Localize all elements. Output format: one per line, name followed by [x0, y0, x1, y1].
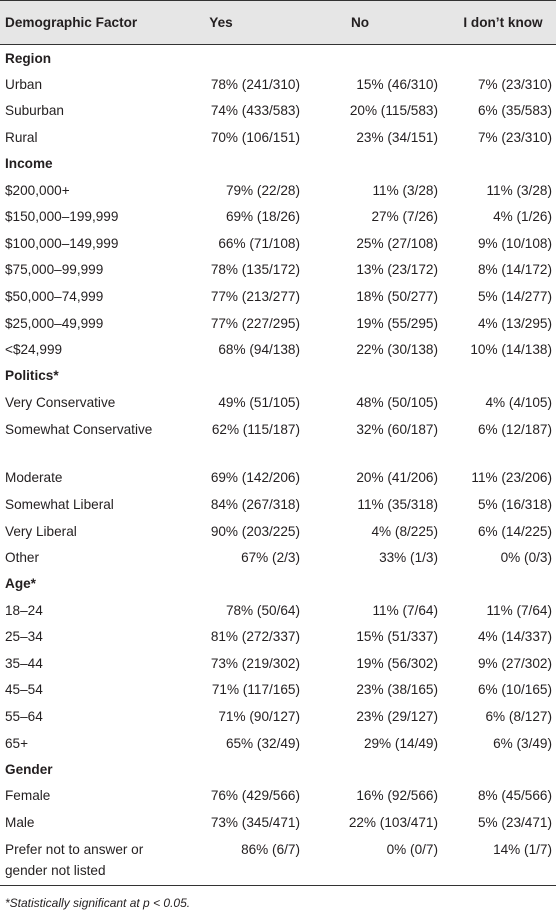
cell-factor: Other	[5, 550, 39, 566]
table-row	[0, 310, 556, 337]
cell-yes: 77% (213/277)	[210, 288, 300, 304]
table-row	[0, 98, 556, 125]
cell-dont-know: 14% (1/7)	[493, 841, 552, 857]
cell-yes: 74% (433/583)	[210, 103, 300, 119]
cell-factor: Prefer not to answer or gender not listed	[5, 841, 144, 878]
cell-yes: 65% (32/49)	[225, 735, 300, 751]
cell-no: 19% (56/302)	[356, 655, 438, 671]
cell-yes: 78% (241/310)	[210, 76, 300, 92]
cell-factor: Female	[5, 788, 51, 804]
cell-no: 0% (0/7)	[386, 841, 438, 857]
cell-no: 15% (46/310)	[356, 76, 438, 92]
cell-yes: 49% (51/105)	[218, 394, 300, 410]
cell-yes: 68% (94/138)	[218, 342, 300, 358]
cell-yes: 70% (106/151)	[210, 129, 300, 145]
cell-no: 23% (34/151)	[356, 129, 438, 145]
cell-dont-know: 8% (14/172)	[477, 262, 552, 278]
cell-factor: Male	[5, 814, 35, 830]
cell-no: 22% (103/471)	[348, 814, 438, 830]
cell-factor: Somewhat Conservative	[5, 421, 153, 437]
table-row	[0, 518, 556, 545]
cell-yes: 71% (117/165)	[211, 682, 300, 698]
table-row	[0, 597, 556, 624]
cell-yes: 78% (135/172)	[210, 262, 300, 278]
cell-dont-know: 4% (4/105)	[485, 394, 552, 410]
cell-no: 13% (23/172)	[356, 262, 438, 278]
cell-dont-know: 5% (23/471)	[477, 814, 552, 830]
bottom-rule	[0, 885, 556, 886]
table-row	[0, 465, 556, 492]
cell-yes: 73% (219/302)	[210, 655, 300, 671]
cell-factor: Very Liberal	[5, 523, 77, 539]
table-row	[0, 650, 556, 677]
cell-no: 48% (50/105)	[356, 394, 438, 410]
cell-dont-know: 6% (3/49)	[493, 735, 552, 751]
section-heading	[0, 45, 556, 71]
section-heading	[0, 756, 556, 782]
table-row	[0, 230, 556, 257]
cell-factor: $50,000–74,999	[5, 288, 104, 304]
table-row	[0, 703, 556, 730]
cell-yes: 90% (203/225)	[210, 523, 300, 539]
section-title: Region	[5, 50, 52, 66]
cell-no: 11% (35/318)	[357, 496, 438, 512]
cell-factor: Somewhat Liberal	[5, 496, 114, 512]
cell-factor: Very Conservative	[5, 394, 116, 410]
table-row	[0, 177, 556, 204]
table-row	[0, 336, 556, 363]
cell-no: 16% (92/566)	[356, 788, 438, 804]
cell-no: 20% (115/583)	[349, 103, 438, 119]
cell-no: 25% (27/108)	[356, 235, 438, 251]
cell-no: 29% (14/49)	[363, 735, 438, 751]
table-row	[0, 836, 556, 885]
section-title: Income	[5, 156, 53, 172]
cell-factor: 25–34	[5, 629, 43, 645]
cell-dont-know: 4% (1/26)	[493, 209, 552, 225]
table-row	[0, 809, 556, 836]
cell-dont-know: 9% (10/108)	[477, 235, 552, 251]
cell-no: 19% (55/295)	[356, 315, 438, 331]
cell-factor: 55–64	[5, 709, 43, 725]
cell-factor: $100,000–149,999	[5, 235, 119, 251]
table-row	[0, 624, 556, 651]
table-row	[0, 71, 556, 98]
section-title: Age*	[5, 576, 36, 592]
cell-factor: 45–54	[5, 682, 43, 698]
cell-dont-know: 5% (14/277)	[477, 288, 552, 304]
table-body	[0, 45, 556, 885]
cell-dont-know: 8% (45/566)	[477, 788, 552, 804]
cell-factor: 65+	[5, 735, 29, 751]
cell-dont-know: 7% (23/310)	[477, 129, 552, 145]
cell-yes: 67% (2/3)	[241, 550, 300, 566]
cell-dont-know: 6% (14/225)	[477, 523, 552, 539]
table-row	[0, 782, 556, 809]
table-row	[0, 283, 556, 310]
cell-yes: 78% (50/64)	[225, 602, 300, 618]
cell-dont-know: 6% (12/187)	[477, 421, 552, 437]
cell-yes: 81% (272/337)	[210, 629, 300, 645]
cell-no: 27% (7/26)	[371, 209, 438, 225]
cell-yes: 77% (227/295)	[210, 315, 300, 331]
cell-factor: Urban	[5, 76, 43, 92]
cell-factor: $75,000–99,999	[5, 262, 104, 278]
cell-yes: 76% (429/566)	[210, 788, 300, 804]
header-dont-know: I don’t know	[463, 15, 543, 30]
table-row	[0, 124, 556, 151]
section-title: Gender	[5, 761, 53, 777]
header-no: No	[350, 15, 370, 30]
section-heading	[0, 571, 556, 597]
cell-dont-know: 11% (3/28)	[486, 182, 552, 198]
cell-no: 33% (1/3)	[379, 550, 438, 566]
cell-dont-know: 9% (27/302)	[477, 655, 552, 671]
table-header	[0, 0, 556, 45]
cell-dont-know: 4% (13/295)	[477, 315, 552, 331]
cell-yes: 79% (22/28)	[225, 182, 300, 198]
cell-dont-know: 11% (7/64)	[486, 602, 552, 618]
cell-yes: 86% (6/7)	[241, 841, 300, 857]
cell-dont-know: 6% (10/165)	[477, 682, 552, 698]
table-row	[0, 203, 556, 230]
cell-no: 18% (50/277)	[356, 288, 438, 304]
cell-factor: $200,000+	[5, 182, 70, 198]
table-row	[0, 389, 556, 416]
cell-no: 15% (51/337)	[356, 629, 438, 645]
cell-factor: Moderate	[5, 470, 63, 486]
cell-dont-know: 0% (0/3)	[500, 550, 552, 566]
cell-factor: <$24,999	[5, 342, 63, 358]
table-row	[0, 730, 556, 757]
cell-dont-know: 6% (35/583)	[477, 103, 552, 119]
cell-dont-know: 10% (14/138)	[470, 342, 552, 358]
footnote: *Statistically significant at p < 0.05.	[5, 895, 191, 910]
cell-dont-know: 4% (14/337)	[477, 629, 552, 645]
section-title: Politics*	[5, 368, 59, 384]
cell-yes: 62% (115/187)	[211, 421, 300, 437]
cell-no: 23% (29/127)	[356, 709, 438, 725]
table-row	[0, 257, 556, 284]
cell-no: 20% (41/206)	[356, 470, 438, 486]
cell-no: 11% (7/64)	[372, 602, 438, 618]
section-heading	[0, 151, 556, 177]
cell-dont-know: 11% (23/206)	[471, 470, 552, 486]
cell-no: 32% (60/187)	[356, 421, 438, 437]
cell-yes: 71% (90/127)	[218, 709, 300, 725]
header-demographic-factor: Demographic Factor	[5, 15, 138, 30]
table-row	[0, 491, 556, 518]
cell-yes: 66% (71/108)	[218, 235, 300, 251]
table-row	[0, 677, 556, 704]
cell-yes: 69% (142/206)	[210, 470, 300, 486]
cell-dont-know: 7% (23/310)	[477, 76, 552, 92]
table-row	[0, 416, 556, 465]
cell-yes: 73% (345/471)	[210, 814, 300, 830]
cell-no: 22% (30/138)	[356, 342, 438, 358]
cell-factor: $25,000–49,999	[5, 315, 104, 331]
cell-factor: $150,000–199,999	[5, 209, 119, 225]
table-row	[0, 544, 556, 571]
cell-yes: 69% (18/26)	[225, 209, 300, 225]
section-heading	[0, 363, 556, 389]
cell-factor: 18–24	[5, 602, 43, 618]
cell-factor: Suburban	[5, 103, 64, 119]
cell-no: 11% (3/28)	[372, 182, 438, 198]
cell-factor: Rural	[5, 129, 38, 145]
cell-dont-know: 5% (16/318)	[477, 496, 552, 512]
cell-no: 4% (8/225)	[371, 523, 438, 539]
cell-dont-know: 6% (8/127)	[485, 709, 552, 725]
cell-yes: 84% (267/318)	[210, 496, 300, 512]
cell-no: 23% (38/165)	[356, 682, 438, 698]
header-yes: Yes	[209, 15, 233, 30]
cell-factor: 35–44	[5, 655, 43, 671]
